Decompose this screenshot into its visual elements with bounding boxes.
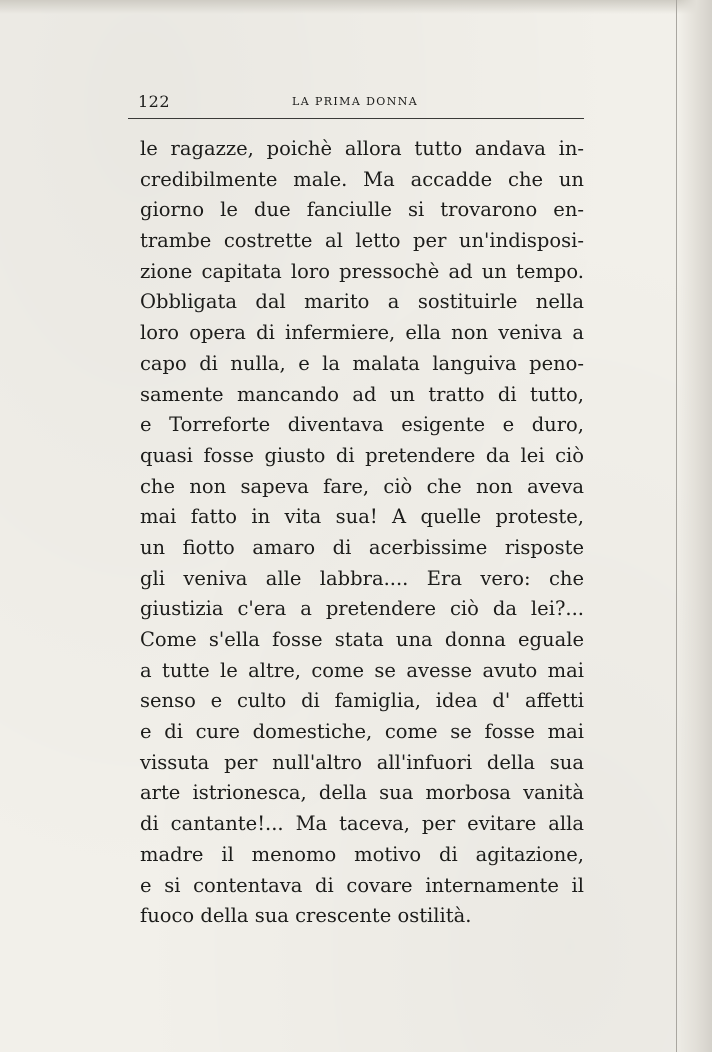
page-top-shadow <box>0 0 712 14</box>
text-line: quasi fosse giusto di pretendere da lei ciò <box>140 443 584 467</box>
text-line: zione capitata loro pressochè ad un tempo. <box>140 259 584 283</box>
text-line: loro opera di infermiere, ella non veniva a <box>140 321 584 345</box>
text-line: fuoco della sua crescente ostilità. <box>140 904 472 928</box>
text-line: trambe costrette al letto per un'indisposi- <box>140 229 584 253</box>
text-line: capo di nulla, e la malata languiva peno- <box>140 351 584 375</box>
text-line: vissuta per null'altro all'infuori della sua <box>140 750 584 774</box>
text-line: Obbligata dal marito a sostituirle nella <box>140 290 584 314</box>
text-line: samente mancando ad un tratto di tutto, <box>140 382 584 406</box>
page-gutter-line <box>676 0 677 1052</box>
text-line: mai fatto in vita sua! A quelle proteste, <box>140 505 584 529</box>
text-line: credibilmente male. Ma accadde che un <box>140 167 584 191</box>
text-line: che non sapeva fare, ciò che non aveva <box>140 474 584 498</box>
page-number: 122 <box>138 92 171 111</box>
text-line: le ragazze, poichè allora tutto andava in- <box>140 137 584 160</box>
text-line: un fiotto amaro di acerbissime risposte <box>140 535 584 559</box>
text-line: gli veniva alle labbra.... Era vero: che <box>140 566 584 590</box>
text-line: Come s'ella fosse stata una donna eguale <box>140 628 584 651</box>
text-line: giorno le due fanciulle si trovarono en- <box>140 198 584 222</box>
text-line: e di cure domestiche, come se fosse mai <box>140 720 584 744</box>
text-line: e si contentava di covare internamente il <box>140 873 584 897</box>
text-line: giustizia c'era a pretendere ciò da lei?... <box>140 597 584 621</box>
running-title: LA PRIMA DONNA <box>292 95 419 108</box>
text-line: madre il menomo motivo di agitazione, <box>140 842 584 866</box>
page-header <box>138 92 584 114</box>
page-right-edge <box>678 0 712 1052</box>
text-line: e Torreforte diventava esigente e duro, <box>140 413 584 437</box>
body-text <box>140 134 584 932</box>
header-rule <box>128 118 584 119</box>
text-line: arte istrionesca, della sua morbosa vanità <box>140 781 584 805</box>
text-line: di cantante!... Ma taceva, per evitare alla <box>140 812 584 836</box>
text-line: a tutte le altre, come se avesse avuto mai <box>140 658 584 682</box>
text-line: senso e culto di famiglia, idea d' affetti <box>140 689 584 713</box>
